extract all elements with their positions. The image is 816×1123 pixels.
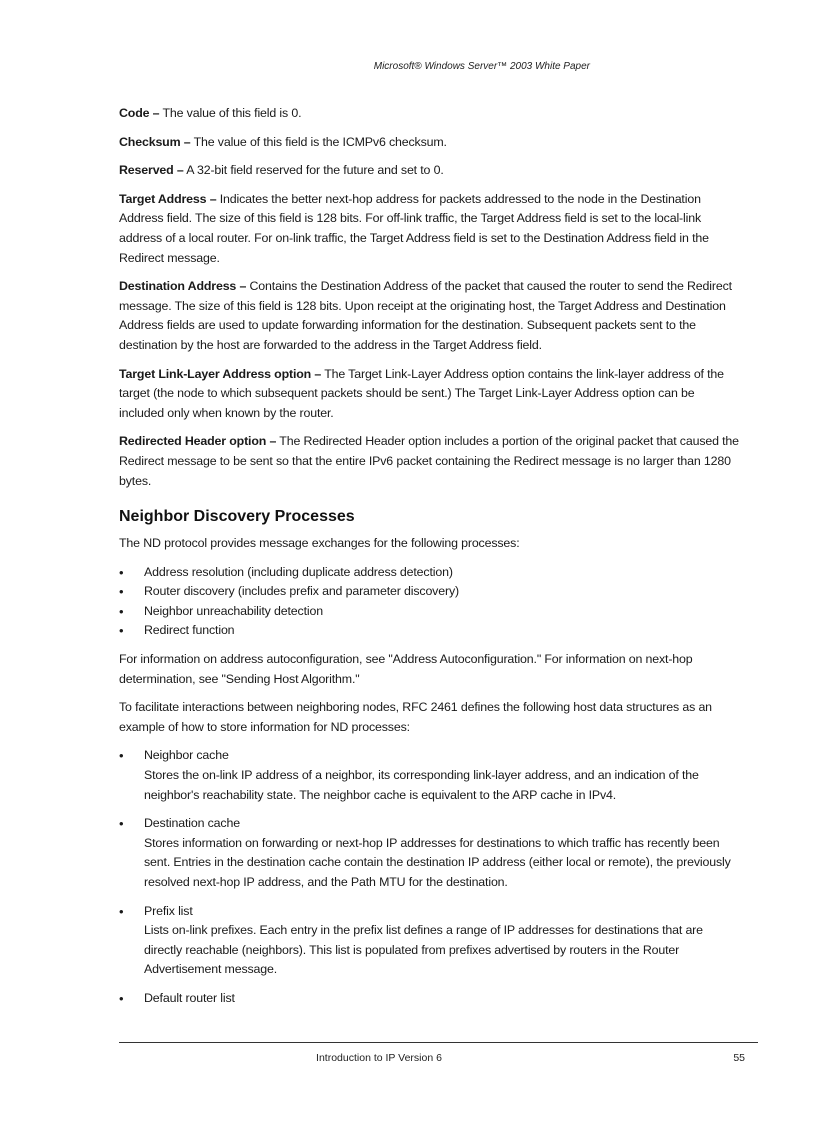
main-content <box>119 104 739 1018</box>
data-structure-list <box>119 746 739 1008</box>
list-item <box>119 746 739 805</box>
field-description: The value of this field is 0. <box>159 106 302 120</box>
page-header: Microsoft® Windows Server™ 2003 White Paper <box>373 61 590 72</box>
info-paragraph: For information on address autoconfiguration, see "Address Autoconfiguration." For information on next-hop determination, see "Sending Host Algorithm." <box>119 652 693 686</box>
field-term: Destination Address – <box>119 279 247 294</box>
section-heading: Neighbor Discovery Processes <box>119 508 355 526</box>
footer-title: Introduction to IP Version 6 <box>316 1052 442 1064</box>
list-item <box>119 814 739 892</box>
field-term: Code – <box>119 106 160 120</box>
process-list <box>119 563 739 641</box>
item-description: Stores information on forwarding or next-hop IP addresses for destinations to which traffic has recently been sent. Entries in the destination cache contain the destination IP address (either local or remote), the previously resolved next-hop IP address, and the Path MTU for the destination. <box>144 835 731 889</box>
field-description: The Redirected Header option includes a portion of the original packet that caused the Redirect message to be sent so that the entire IPv6 packet containing the Redirect message is no larger than 1280 bytes. <box>119 434 739 488</box>
item-description: Lists on-link prefixes. Each entry in the prefix list defines a range of IP addresses for destinations that are directly reachable (neighbors). This list is populated from prefixes advertised by routers in the Router Advertisement message. <box>144 923 703 977</box>
field-term: Redirected Header option – <box>119 434 277 449</box>
footer-divider <box>119 1042 758 1043</box>
interactions-paragraph: To facilitate interactions between neighboring nodes, RFC 2461 defines the following host data structures as an example of how to store information for ND processes: <box>119 700 712 734</box>
field-term: Reserved – <box>119 163 184 178</box>
field-target-link-layer-option <box>119 365 739 424</box>
field-redirected-header-option <box>119 432 739 491</box>
item-title: • Neighbor cache <box>144 748 229 763</box>
field-description: The value of this field is the ICMPv6 checksum. <box>190 134 447 149</box>
list-item: • Redirect function <box>119 621 739 641</box>
field-checksum <box>119 133 739 153</box>
field-term: Target Address – <box>119 191 217 206</box>
field-code <box>119 104 739 124</box>
item-title: • Destination cache <box>144 816 240 831</box>
list-item: • Neighbor unreachability detection <box>119 602 739 622</box>
item-title: • Prefix list <box>144 903 193 918</box>
field-destination-address <box>119 277 739 355</box>
field-description: A 32-bit field reserved for the future and set to 0. <box>183 163 444 178</box>
field-target-address <box>119 190 739 268</box>
field-description: Contains the Destination Address of the packet that caused the router to send the Redirect message. The size of this field is 128 bits. Upon receipt at the originating host, the Target Address and Destination Address fields are used to update forwarding information for the destination. Subsequent packets sent to the destination by the host are forwarded to the address in the Target Address field. <box>119 279 732 352</box>
field-term: Checksum – <box>119 134 191 149</box>
list-item <box>119 989 739 1009</box>
section-intro: The ND protocol provides message exchanges for the following processes: <box>119 536 520 551</box>
field-description: The Target Link-Layer Address option contains the link-layer address of the target (the node to which subsequent packets should be sent.) The Target Link-Layer Address option can be included only when known by the router. <box>119 366 724 420</box>
list-item: • Address resolution (including duplicate address detection) <box>119 563 739 583</box>
field-description: Indicates the better next-hop address for packets addressed to the node in the Destination Address field. The size of this field is 128 bits. For off-link traffic, the Target Address field is set to the local-link address of a local router. For on-link traffic, the Target Address field is set to the Destination Address field in the Redirect message. <box>119 191 709 265</box>
list-item <box>119 902 739 980</box>
page-number: 55 <box>733 1052 745 1064</box>
field-term: Target Link-Layer Address option – <box>119 366 322 381</box>
field-reserved <box>119 161 739 181</box>
list-item: • Router discovery (includes prefix and parameter discovery) <box>119 582 739 602</box>
item-description: Stores the on-link IP address of a neighbor, its corresponding link-layer address, and an indication of the neighbor's reachability state. The neighbor cache is equivalent to the ARP cache in IPv4. <box>144 768 699 802</box>
item-title: • Default router list <box>144 990 235 1005</box>
